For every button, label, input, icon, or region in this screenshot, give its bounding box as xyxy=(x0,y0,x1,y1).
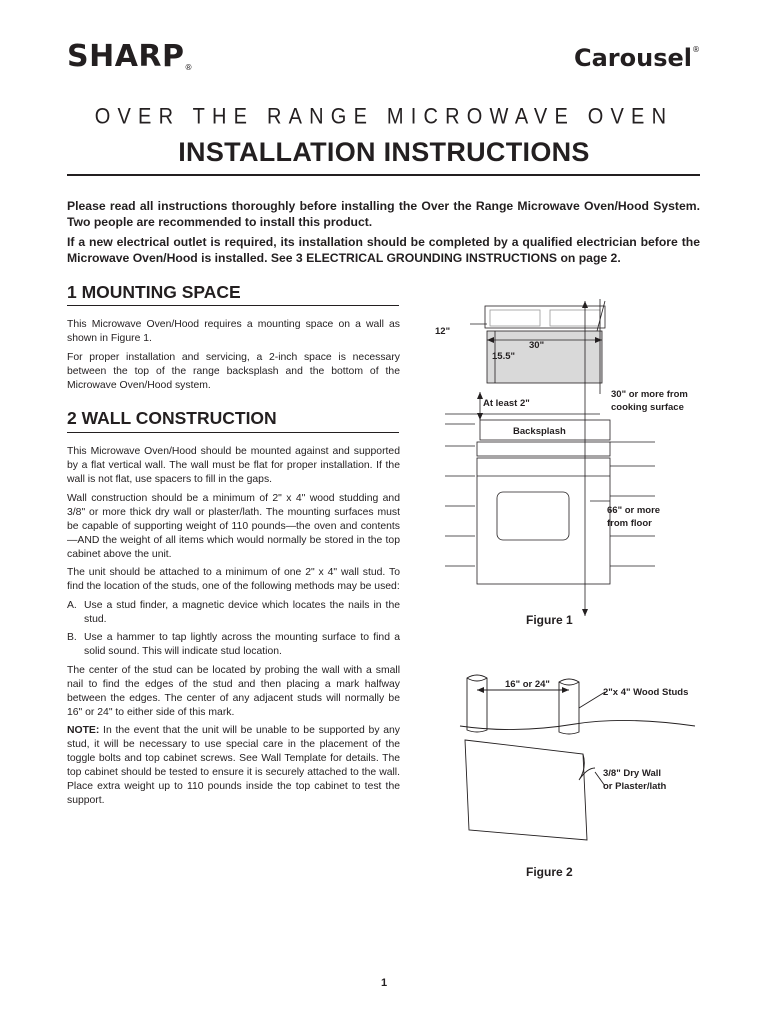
section2-paragraph-4: The center of the stud can be located by probing the wall with a small nail to find the edges of the stud and then placing a mark halfway between the edges. The center of any adjacent studs will normally be 16" or 24" to either side of this mark. xyxy=(67,664,400,718)
fig1-label-30-more-2: cooking surface xyxy=(611,402,684,413)
section2-paragraph-1: This Microwave Oven/Hood should be mounted against and supported by a flat vertical wall. The wall must be flat for proper installation. If the wall is not flat, use spacers to fill in the gaps. xyxy=(67,446,400,485)
section1-heading: 1 MOUNTING SPACE xyxy=(67,282,241,302)
figure2-diagram xyxy=(455,668,715,848)
fig2-label-drywall-1: 3/8" Dry Wall xyxy=(603,768,662,779)
document-subtitle: OVER THE RANGE MICROWAVE OVEN xyxy=(94,104,674,130)
sharp-logo xyxy=(67,39,194,74)
list-text-b: Use a hammer to tap lightly across the mounting surface to find a solid sound. This will indicate stud location. xyxy=(84,632,400,657)
section2-body xyxy=(67,445,400,813)
section1-rule xyxy=(67,305,399,306)
fig1-label-15-5: 15.5" xyxy=(492,351,515,362)
fig1-label-at-least: At least 2" xyxy=(483,398,530,409)
note-label: NOTE: xyxy=(67,725,100,736)
fig1-label-12: 12" xyxy=(435,326,451,337)
sharp-logo-text: SHARP xyxy=(67,39,185,74)
fig1-label-30-more-1: 30" or more from xyxy=(611,389,688,400)
list-item-b xyxy=(67,631,400,659)
fig1-label-backsplash: Backsplash xyxy=(513,426,566,437)
section1-paragraph-2: For proper installation and servicing, a 2-inch space is necessary between the top of the range backsplash and the bottom of the Microwave Oven/Hood system. xyxy=(67,351,400,391)
title-rule xyxy=(67,174,700,176)
list-marker-a: A. xyxy=(67,599,77,611)
carousel-logo-text: Carousel xyxy=(573,44,692,72)
carousel-reg-mark: ® xyxy=(692,45,700,54)
fig1-label-30: 30" xyxy=(529,340,545,351)
fig1-label-66-2: from floor xyxy=(607,518,652,529)
page-number: 1 xyxy=(380,977,388,989)
intro-paragraph-2: If a new electrical outlet is required, its installation should be completed by a qualified electrician before the Microwave Oven/Hood is installed. See 3 ELECTRICAL GROUNDING INSTRUCTIONS on page 2. xyxy=(67,235,700,265)
figure1-diagram xyxy=(425,296,715,616)
section2-note xyxy=(67,724,400,808)
fig2-label-spacing: 16" or 24" xyxy=(505,679,550,690)
section1-paragraph-1: This Microwave Oven/Hood requires a mounting space on a wall as shown in Figure 1. xyxy=(67,319,400,344)
section2-paragraph-2: Wall construction should be a minimum of 2" x 4" wood studding and 3/8" or more thick dry wall or plaster/lath. The mounting surfaces must be capable of supporting weight of 110 pounds—the oven and contents—AND the weight of all items which would normally be stored in the top cabinet above the unit. xyxy=(67,492,400,560)
section2-heading: 2 WALL CONSTRUCTION xyxy=(67,408,277,428)
list-text-a: Use a stud finder, a magnetic device which locates the nails in the stud. xyxy=(84,599,400,625)
fig1-label-66-1: 66" or more xyxy=(607,505,661,516)
section2-rule xyxy=(67,432,399,433)
figure2-caption: Figure 2 xyxy=(526,865,573,879)
intro-paragraph-1: Please read all instructions thoroughly before installing the Over the Range Microwave Oven/Hood System. Two people are recommended to install this product. xyxy=(67,199,700,229)
list-marker-b: B. xyxy=(67,632,77,643)
sharp-reg-mark: ® xyxy=(184,63,194,72)
figure1-caption: Figure 1 xyxy=(526,613,573,627)
fig2-label-studs: 2"x 4" Wood Studs xyxy=(603,687,689,698)
section2-paragraph-3: The unit should be attached to a minimum of one 2" x 4" wall stud. To find the location of the studs, one of the following methods may be used: xyxy=(67,567,400,592)
fig2-label-drywall-2: or Plaster/lath xyxy=(603,781,667,792)
carousel-logo xyxy=(574,46,700,70)
note-text: In the event that the unit will be unable to be supported by any stud, it will be necessary to use special care in the placement of the toggle bolts and top cabinet screws. See Wall Template for details. The top cabinet should be tested to ensure it is securely attached to the wall. Place extra weight up to 110 pounds inside the top cabinet to test the support. xyxy=(67,725,400,806)
document-title: INSTALLATION INSTRUCTIONS xyxy=(178,137,590,167)
section1-body xyxy=(67,318,400,397)
list-item-a xyxy=(67,599,400,627)
